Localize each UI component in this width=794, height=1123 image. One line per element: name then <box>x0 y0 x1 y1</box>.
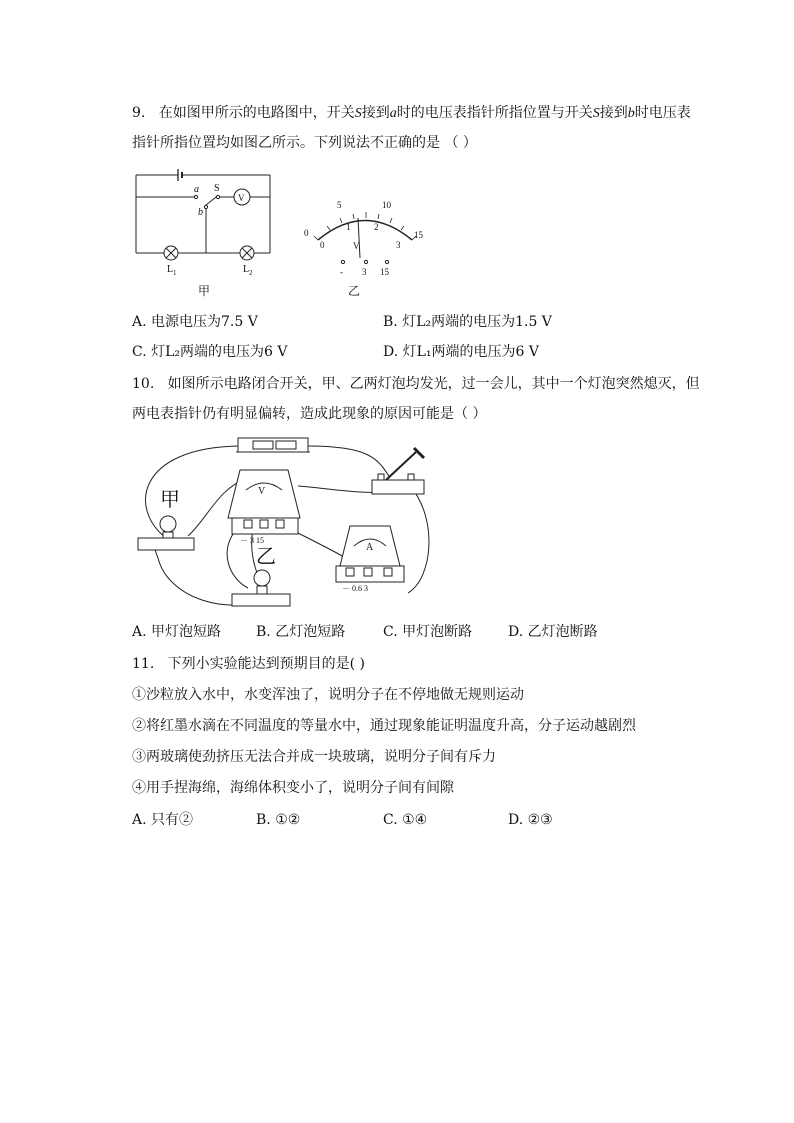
q10-option-a[interactable]: A. 甲灯泡短路 <box>132 624 222 640</box>
q9-caption-jia: 甲 <box>198 284 211 298</box>
q9-option-b[interactable]: B. 灯L₂两端的电压为1.5 V <box>383 314 552 330</box>
q10-stem-line2: 两电表指针仍有明显偏转，造成此现象的原因可能是（ ） <box>132 406 487 422</box>
q10-lamp-yi <box>232 570 290 606</box>
q9-voltmeter-dial <box>300 196 430 278</box>
q9-dial-bottom-3: 3 <box>396 240 401 250</box>
q10-ammeter-terminals: － 0.6 3 <box>342 584 368 593</box>
q9-option-d[interactable]: D. 灯L₁两端的电压为6 V <box>383 344 540 360</box>
q10-number: 10. <box>132 376 155 392</box>
q10-voltmeter-terminals: － 3 15 <box>240 536 264 545</box>
q11-item-2: ②将红墨水滴在不同温度的等量水中，通过现象能证明温度升高，分子运动越剧烈 <box>132 718 636 734</box>
q9-voltmeter-label: V <box>238 193 245 203</box>
q9-stem-part: 时电压表 <box>634 105 691 121</box>
q10-ammeter <box>336 526 404 582</box>
q10-option-d[interactable]: D. 乙灯泡断路 <box>508 624 598 640</box>
q11-stem <box>132 654 365 674</box>
q11-option-a[interactable]: A. 只有② <box>132 812 194 828</box>
q10-voltmeter <box>228 470 300 534</box>
q9-stem-line2: 指针所指位置均如图乙所示。下列说法不正确的是 （ ） <box>132 135 477 151</box>
q9-dial-top-0: 0 <box>304 228 309 238</box>
q9-label-b: b <box>198 207 203 218</box>
q9-symbol-a: a <box>389 106 397 121</box>
q9-symbol-b: b <box>627 106 635 121</box>
q9-lamp1-label: L <box>167 264 174 275</box>
q9-terminal-neg: - <box>340 267 343 277</box>
q10-voltmeter-symbol: V <box>258 486 266 497</box>
q9-dial-top-15: 15 <box>414 230 423 240</box>
q9-option-a[interactable]: A. 电源电压为7.5 V <box>132 314 258 330</box>
q9-stem-part: 接到 <box>361 105 390 121</box>
q9-dial-bottom-2: 2 <box>374 222 379 232</box>
q9-stem-part: 在如图甲所示的电路图中，开关 <box>158 105 355 121</box>
q9-dial-top-10: 10 <box>382 200 391 210</box>
q9-number: 9. <box>132 105 146 121</box>
q9-dial-bottom-0: 0 <box>320 240 325 250</box>
q9-symbol-s: S <box>592 106 600 121</box>
q9-stem-line1 <box>132 103 691 124</box>
q10-circuit-illustration <box>128 428 438 613</box>
q9-stem-part: 接到 <box>599 105 628 121</box>
q10-ammeter-symbol: A <box>366 542 374 553</box>
q11-item-3: ③两玻璃使劲挤压无法合并成一块玻璃，说明分子间有斥力 <box>132 749 496 765</box>
q9-dial-arc <box>318 221 412 241</box>
q10-option-b[interactable]: B. 乙灯泡短路 <box>256 624 346 640</box>
q10-stem-line1 <box>132 374 700 394</box>
q9-dial-unit: V <box>353 241 360 251</box>
q11-option-d[interactable]: D. ②③ <box>508 812 553 828</box>
q9-circuit-diagram <box>128 165 278 285</box>
q10-lamp-jia <box>138 516 194 550</box>
q9-terminal-3: 3 <box>362 267 367 277</box>
q11-item-4: ④用手捏海绵，海绵体积变小了，说明分子间有间隙 <box>132 780 454 796</box>
q9-lamp2-sub: 2 <box>249 269 253 277</box>
q10-label-jia: 甲 <box>160 489 180 511</box>
q10-stem-text: 如图所示电路闭合开关，甲、乙两灯泡均发光，过一会儿，其中一个灯泡突然熄灭，但 <box>167 376 700 392</box>
q9-lamp1-sub: 1 <box>173 269 177 277</box>
q9-label-a: a <box>194 184 199 195</box>
q9-needle <box>358 218 360 258</box>
q10-battery <box>236 438 310 452</box>
q9-label-s: S <box>214 183 220 194</box>
q11-option-c[interactable]: C. ①④ <box>383 812 428 828</box>
q11-stem-text: 下列小实验能达到预期目的是( ) <box>167 656 365 672</box>
q10-label-yi: 乙 <box>256 546 276 568</box>
q10-option-c[interactable]: C. 甲灯泡断路 <box>383 624 473 640</box>
q9-lamp2-label: L <box>243 264 250 275</box>
q9-option-c[interactable]: C. 灯L₂两端的电压为6 V <box>132 344 288 360</box>
q11-option-b[interactable]: B. ①② <box>256 812 301 828</box>
q9-symbol-s: S <box>354 106 362 121</box>
q11-item-1: ①沙粒放入水中，水变浑浊了，说明分子在不停地做无规则运动 <box>132 687 524 703</box>
q9-dial-top-5: 5 <box>337 200 342 210</box>
q11-number: 11. <box>132 656 155 672</box>
q9-caption-yi: 乙 <box>348 284 361 298</box>
q10-switch <box>372 448 424 494</box>
q9-stem-part: 时的电压表指针所指位置与开关 <box>396 105 593 121</box>
q9-terminal-15: 15 <box>380 267 389 277</box>
q9-dial-bottom-1: 1 <box>346 222 351 232</box>
